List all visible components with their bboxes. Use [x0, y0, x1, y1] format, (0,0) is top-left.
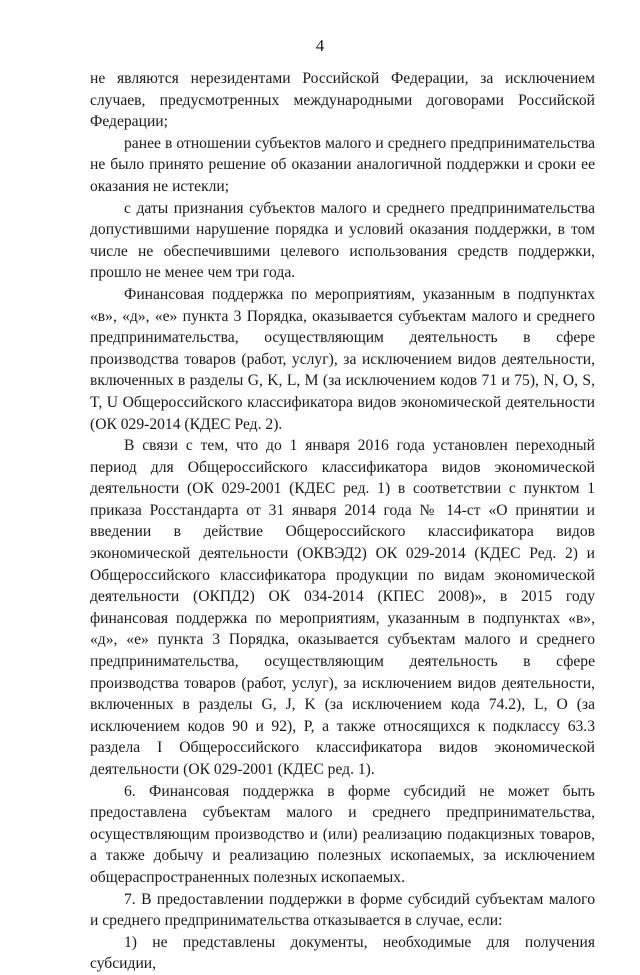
paragraph-prior-support-clause: ранее в отношении субъектов малого и среднего предпринимательства не было принято решение об оказании аналогичной поддержки и сроки ее оказания не истекли;: [90, 134, 595, 195]
paragraph-item-6: 6. Финансовая поддержка в форме субсидий не может быть предоставлена субъектам малого и среднего предпринимательства, осуществляющим производство и (или) реализацию подакцизных товаров, а также добычу и реализацию полезных ископаемых, за исключением общераспространенных полезных ископаемых.: [90, 782, 595, 886]
paragraph-financial-support: Финансовая поддержка по мероприятиям, указанным в подпунктах «в», «д», «е» пункта 3 Порядка, оказывается субъектам малого и среднего предпринимательства, осуществляющим деятельность в сфере производства товаров (работ, услуг), за исключением видов деятельности, включенных в разделы G, K, L, M (за исключением кодов 71 и 75), N, O, S, T, U Общероссийского классификатора видов экономической деятельности (ОК 029-2014 (КДЕС Ред. 2).: [90, 285, 595, 433]
document-body: [90, 68, 595, 975]
page-number: 4: [315, 36, 325, 55]
paragraph-violation-clause: с даты признания субъектов малого и среднего предпринимательства допустившими нарушение порядка и условий оказания поддержки, в том числе не обеспечившими целевого использования средств поддержки, прошло не менее чем три года.: [90, 199, 595, 282]
paragraph-nonresident-clause: не являются нерезидентами Российской Федерации, за исключением случаев, предусмотренных международными договорами Российской Федерации;: [90, 70, 595, 131]
paragraph-subitem-1: 1) не представлены документы, необходимые для получения субсидии,: [90, 933, 595, 973]
paragraph-transition-period: В связи с тем, что до 1 января 2016 года установлен переходный период для Общероссийского классификатора видов экономической деятельности (ОК 029-2001 (КДЕС ред. 1) в соответствии с пунктом 1 приказа Росстандарта от 31 января 2014 года № 14-ст «О принятии и введении в действие Общероссийского классификатора видов экономической деятельности (ОКВЭД2) ОК 029-2014 (КДЕС Ред. 2) и Общероссийского классификатора продукции по видам экономической деятельности (ОКПД2) ОК 034-2014 (КПЕС 2008)», в 2015 году финансовая поддержка по мероприятиям, указанным в подпунктах «в», «д», «е» пункта 3 Порядка, оказывается субъектам малого и среднего предпринимательства, осуществляющим деятельность в сфере производства товаров (работ, услуг), за исключением видов деятельности, включенных в разделы G, J, K (за исключением кода 74.2), L, O (за исключением кодов 90 и 92), P, а также относящихся к подклассу 63.3 раздела I Общероссийского классификатора видов экономической деятельности (ОК 029-2001 (КДЕС ред. 1).: [90, 437, 595, 778]
paragraph-item-7: 7. В предоставлении поддержки в форме субсидий субъектам малого и среднего предпринимательства отказывается в случае, если:: [90, 890, 595, 930]
